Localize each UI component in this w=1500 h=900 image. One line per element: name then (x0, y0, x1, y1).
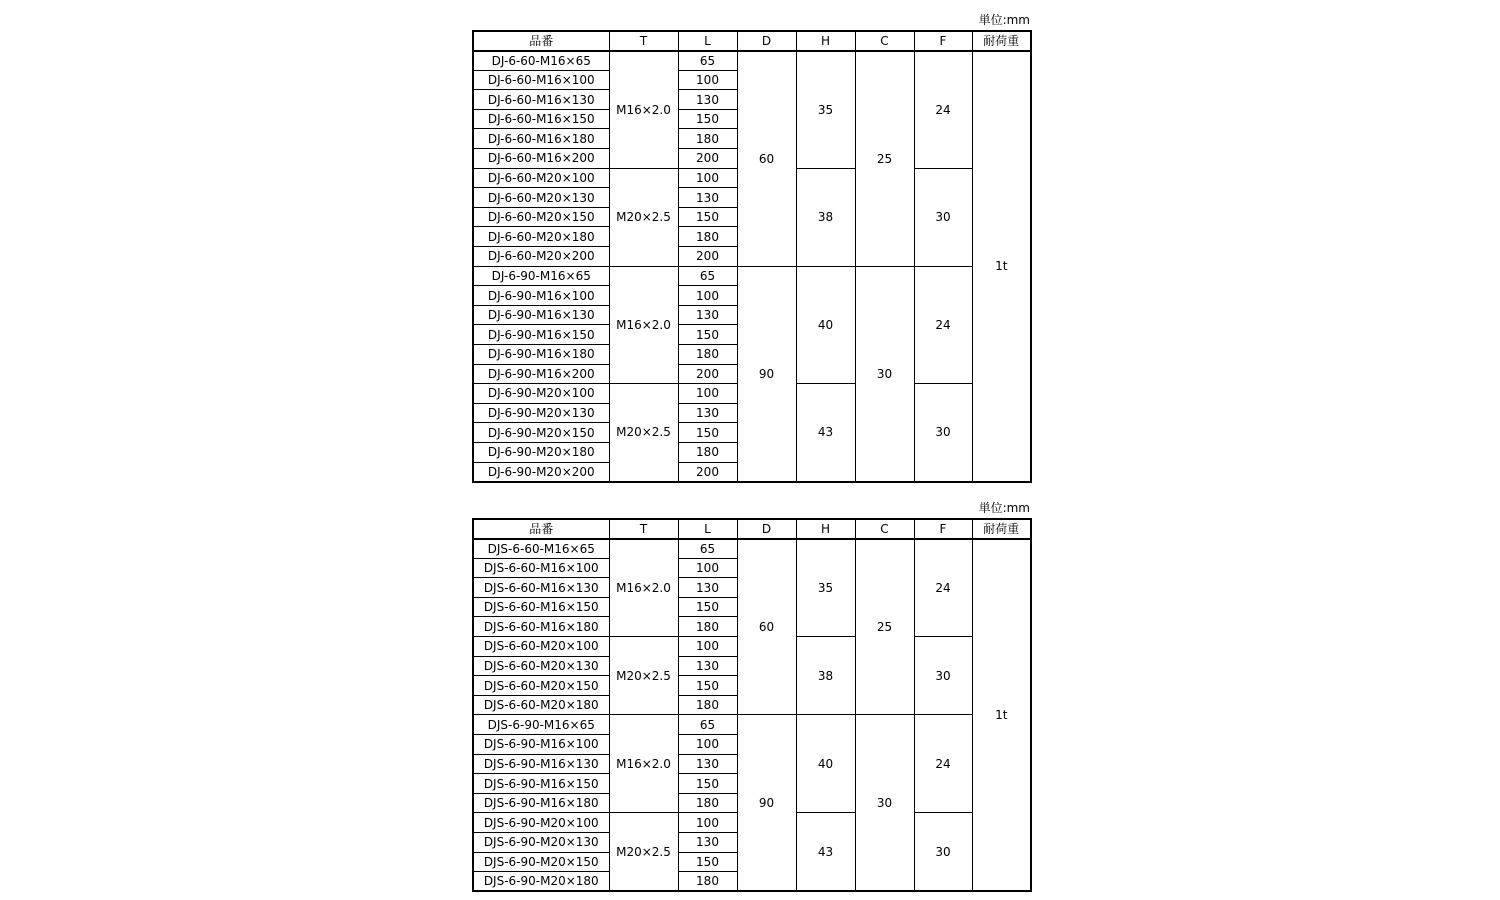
h-cell: 38 (796, 168, 855, 266)
h-cell: 43 (796, 813, 855, 891)
length-cell: 130 (678, 90, 737, 110)
h-cell: 35 (796, 539, 855, 637)
part-number-cell: DJS-6-90-M16×100 (473, 735, 609, 755)
part-number-cell: DJ-6-60-M16×130 (473, 90, 609, 110)
h-cell: 43 (796, 384, 855, 482)
length-cell: 100 (678, 70, 737, 90)
length-cell: 200 (678, 462, 737, 482)
length-cell: 65 (678, 715, 737, 735)
f-cell: 24 (914, 266, 972, 384)
part-number-cell: DJ-6-90-M20×100 (473, 384, 609, 404)
part-number-cell: DJS-6-60-M20×130 (473, 656, 609, 676)
part-number-cell: DJ-6-60-M16×65 (473, 51, 609, 71)
length-cell: 180 (678, 695, 737, 715)
f-cell: 30 (914, 168, 972, 266)
d-cell: 60 (737, 539, 796, 715)
c-cell: 30 (855, 715, 914, 891)
length-cell: 180 (678, 617, 737, 637)
header-l: L (678, 519, 737, 539)
part-number-cell: DJS-6-90-M16×180 (473, 793, 609, 813)
f-cell: 24 (914, 539, 972, 637)
part-number-cell: DJS-6-90-M20×130 (473, 833, 609, 853)
thread-cell: M20×2.5 (609, 813, 678, 891)
part-number-cell: DJS-6-60-M16×150 (473, 597, 609, 617)
header-c: C (855, 31, 914, 51)
f-cell: 30 (914, 813, 972, 891)
c-cell: 25 (855, 539, 914, 715)
part-number-cell: DJS-6-90-M20×100 (473, 813, 609, 833)
header-t: T (609, 519, 678, 539)
length-cell: 180 (678, 345, 737, 365)
length-cell: 200 (678, 247, 737, 267)
length-cell: 200 (678, 364, 737, 384)
part-number-cell: DJ-6-60-M20×180 (473, 227, 609, 247)
length-cell: 180 (678, 129, 737, 149)
length-cell: 130 (678, 188, 737, 208)
part-number-cell: DJ-6-90-M16×180 (473, 345, 609, 365)
header-t: T (609, 31, 678, 51)
header-d: D (737, 31, 796, 51)
header-f: F (914, 31, 972, 51)
f-cell: 24 (914, 51, 972, 169)
length-cell: 100 (678, 813, 737, 833)
header-d: D (737, 519, 796, 539)
header-row (473, 31, 1031, 51)
part-number-cell: DJ-6-60-M16×180 (473, 129, 609, 149)
part-number-cell: DJS-6-90-M16×130 (473, 754, 609, 774)
d-cell: 90 (737, 266, 796, 482)
header-load: 耐荷重 (972, 31, 1031, 51)
thread-cell: M20×2.5 (609, 637, 678, 715)
thread-cell: M16×2.0 (609, 715, 678, 813)
f-cell: 30 (914, 637, 972, 715)
c-cell: 30 (855, 266, 914, 482)
d-cell: 60 (737, 51, 796, 267)
h-cell: 40 (796, 266, 855, 384)
length-cell: 200 (678, 149, 737, 169)
table-row (473, 715, 1031, 735)
part-number-cell: DJS-6-90-M16×150 (473, 774, 609, 794)
length-cell: 100 (678, 735, 737, 755)
length-cell: 180 (678, 227, 737, 247)
part-number-cell: DJS-6-90-M16×65 (473, 715, 609, 735)
table-row (473, 51, 1031, 71)
part-number-cell: DJ-6-60-M16×200 (473, 149, 609, 169)
length-cell: 180 (678, 793, 737, 813)
length-cell: 150 (678, 423, 737, 443)
d-cell: 90 (737, 715, 796, 891)
header-c: C (855, 519, 914, 539)
part-number-cell: DJ-6-90-M20×200 (473, 462, 609, 482)
part-number-cell: DJ-6-90-M16×130 (473, 305, 609, 325)
header-h: H (796, 519, 855, 539)
load-cell: 1t (972, 51, 1031, 482)
length-cell: 65 (678, 266, 737, 286)
length-cell: 130 (678, 833, 737, 853)
length-cell: 180 (678, 442, 737, 462)
part-number-cell: DJ-6-60-M20×100 (473, 168, 609, 188)
length-cell: 130 (678, 403, 737, 423)
length-cell: 130 (678, 754, 737, 774)
load-cell: 1t (972, 539, 1031, 892)
thread-cell: M16×2.0 (609, 539, 678, 637)
thread-cell: M16×2.0 (609, 51, 678, 169)
length-cell: 150 (678, 676, 737, 696)
table-row (473, 539, 1031, 559)
unit-label: 単位:mm (978, 501, 1030, 515)
thread-cell: M20×2.5 (609, 384, 678, 482)
part-number-cell: DJS-6-60-M20×100 (473, 637, 609, 657)
part-number-cell: DJS-6-60-M20×180 (473, 695, 609, 715)
part-number-cell: DJS-6-60-M16×65 (473, 539, 609, 559)
length-cell: 100 (678, 637, 737, 657)
header-row (473, 519, 1031, 539)
spec-table-djs (472, 518, 1032, 892)
header-load: 耐荷重 (972, 519, 1031, 539)
length-cell: 130 (678, 656, 737, 676)
part-number-cell: DJS-6-60-M16×100 (473, 558, 609, 578)
f-cell: 24 (914, 715, 972, 813)
part-number-cell: DJS-6-90-M20×180 (473, 872, 609, 892)
length-cell: 130 (678, 305, 737, 325)
header-f: F (914, 519, 972, 539)
part-number-cell: DJS-6-90-M20×150 (473, 852, 609, 872)
part-number-cell: DJ-6-90-M16×150 (473, 325, 609, 345)
part-number-cell: DJS-6-60-M16×130 (473, 578, 609, 598)
length-cell: 150 (678, 207, 737, 227)
length-cell: 65 (678, 539, 737, 559)
part-number-cell: DJ-6-90-M20×150 (473, 423, 609, 443)
part-number-cell: DJ-6-90-M16×65 (473, 266, 609, 286)
unit-label: 単位:mm (978, 13, 1030, 27)
part-number-cell: DJ-6-60-M20×130 (473, 188, 609, 208)
length-cell: 150 (678, 597, 737, 617)
part-number-cell: DJ-6-90-M20×180 (473, 442, 609, 462)
header-part-number: 品番 (473, 519, 609, 539)
length-cell: 100 (678, 168, 737, 188)
length-cell: 65 (678, 51, 737, 71)
f-cell: 30 (914, 384, 972, 482)
length-cell: 130 (678, 578, 737, 598)
spec-table-dj (472, 30, 1032, 483)
thread-cell: M16×2.0 (609, 266, 678, 384)
part-number-cell: DJ-6-60-M20×150 (473, 207, 609, 227)
table-row (473, 266, 1031, 286)
header-part-number: 品番 (473, 31, 609, 51)
h-cell: 40 (796, 715, 855, 813)
c-cell: 25 (855, 51, 914, 267)
length-cell: 150 (678, 774, 737, 794)
part-number-cell: DJS-6-60-M16×180 (473, 617, 609, 637)
header-l: L (678, 31, 737, 51)
part-number-cell: DJ-6-60-M16×100 (473, 70, 609, 90)
length-cell: 150 (678, 852, 737, 872)
thread-cell: M20×2.5 (609, 168, 678, 266)
part-number-cell: DJ-6-60-M16×150 (473, 109, 609, 129)
part-number-cell: DJ-6-60-M20×200 (473, 247, 609, 267)
length-cell: 100 (678, 558, 737, 578)
part-number-cell: DJS-6-60-M20×150 (473, 676, 609, 696)
h-cell: 35 (796, 51, 855, 169)
part-number-cell: DJ-6-90-M16×200 (473, 364, 609, 384)
part-number-cell: DJ-6-90-M16×100 (473, 286, 609, 306)
h-cell: 38 (796, 637, 855, 715)
part-number-cell: DJ-6-90-M20×130 (473, 403, 609, 423)
length-cell: 100 (678, 384, 737, 404)
length-cell: 150 (678, 325, 737, 345)
length-cell: 150 (678, 109, 737, 129)
header-h: H (796, 31, 855, 51)
length-cell: 100 (678, 286, 737, 306)
length-cell: 180 (678, 872, 737, 892)
